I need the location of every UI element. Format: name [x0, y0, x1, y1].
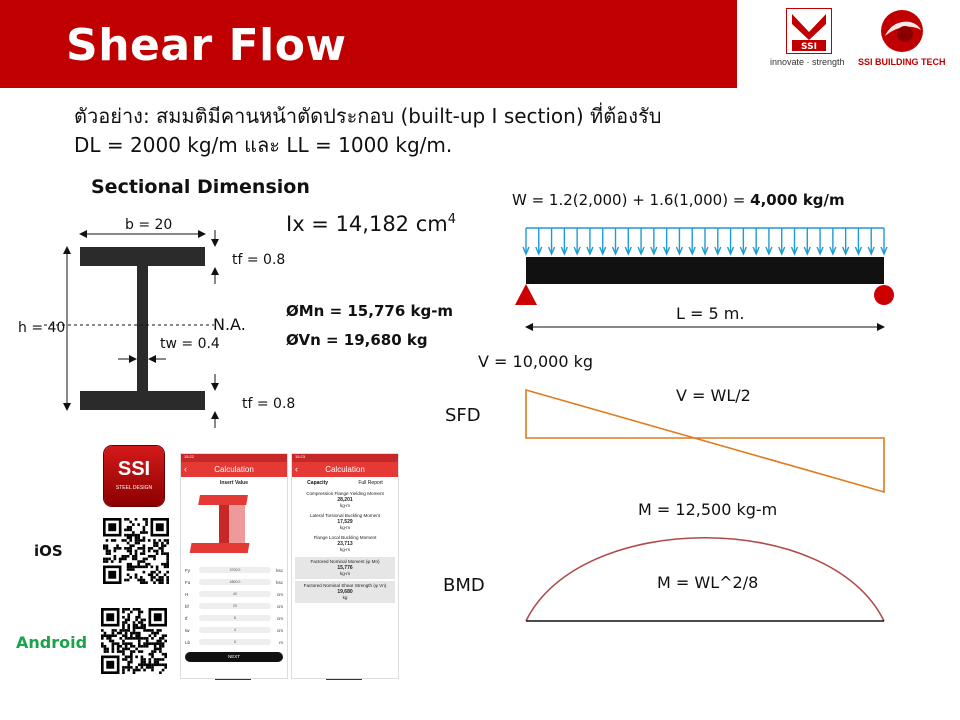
roller-support [874, 285, 894, 305]
span-label: L = 5 m. [676, 304, 745, 323]
intro-line-2: DL = 2000 kg/m และ LL = 1000 kg/m. [74, 133, 453, 157]
capacity-item [295, 581, 395, 603]
field-unit: ksc [276, 567, 283, 573]
input-fields-list [181, 564, 287, 648]
status-bar-time: 15:22 [181, 454, 287, 462]
screen2-title: Calculation [325, 465, 365, 474]
field-unit: m [279, 639, 283, 645]
field-key: H [185, 591, 189, 597]
load-equation [512, 191, 845, 209]
phone-screen-capacity [291, 453, 399, 679]
field-input[interactable]: 40 [199, 591, 271, 597]
intro-text [74, 102, 661, 160]
logo-ssi-tagline: innovate · strength [770, 57, 845, 67]
bottom-flange [80, 391, 205, 410]
load-result: 4,000 kg/m [750, 191, 845, 209]
field-input[interactable]: 3700.0 [199, 567, 271, 573]
capacity-item [295, 557, 395, 579]
moment-max-label: M = 12,500 kg-m [638, 500, 778, 519]
ix-exponent: 4 [447, 212, 457, 227]
capacity-tabs [292, 477, 398, 489]
page-title: Shear Flow [66, 20, 347, 71]
top-flange [80, 247, 205, 266]
section-heading: Sectional Dimension [91, 176, 310, 198]
field-unit: cm [277, 591, 283, 597]
capacity-unit: kg-m [339, 547, 351, 552]
app-icon-subtext: STEEL DESIGN [115, 485, 153, 491]
ssi-building-tech-logo [875, 8, 929, 54]
android-label: Android [16, 633, 88, 652]
capacity-name: Compression Flange Yielding Moment [306, 491, 384, 496]
field-key: tw [185, 627, 190, 633]
phi-mn-value: ØMn = 15,776 kg-m [286, 302, 454, 320]
beam-member [526, 257, 884, 284]
screen2-titlebar [292, 462, 398, 477]
capacity-item [292, 489, 398, 511]
shear-force-diagram [500, 370, 920, 510]
capacity-value: 23,713 [337, 541, 353, 547]
ios-qr-code[interactable] [103, 518, 169, 584]
field-unit: cm [277, 603, 283, 609]
status-bar-time-2: 15:23 [292, 454, 398, 462]
shear-formula: V = WL/2 [676, 386, 751, 405]
field-input[interactable]: 20 [199, 603, 271, 609]
input-row-fu [181, 576, 287, 588]
capacity-value: 17,529 [337, 519, 353, 525]
input-row-tf [181, 612, 287, 624]
capacity-item [292, 533, 398, 555]
section-illustration [181, 489, 285, 559]
field-unit: ksc [276, 579, 283, 585]
capacity-value: 15,776 [337, 565, 353, 571]
android-qr-code[interactable] [101, 608, 167, 674]
input-row-bf [181, 600, 287, 612]
web [137, 266, 148, 391]
tf-top-label: tf = 0.8 [232, 252, 286, 268]
bending-moment-diagram [500, 520, 920, 630]
field-key: bf [185, 603, 189, 609]
field-unit: cm [277, 627, 283, 633]
home-indicator-2 [326, 679, 362, 680]
intro-line-1: ตัวอย่าง: สมมติมีคานหน้าตัดประกอบ (built-up I section) ที่ต้องรับ [74, 104, 662, 128]
ssi-logo [786, 8, 832, 54]
field-input[interactable]: 8 [199, 615, 271, 621]
next-button[interactable]: NEXT [185, 652, 283, 662]
input-row-tw [181, 624, 287, 636]
capacity-name: Factored Nominal Shear Strength (φ Vn) [303, 583, 387, 588]
field-key: Fy [185, 567, 190, 573]
phone-screen-insert [180, 453, 288, 679]
capacity-name: Flange Local Buckling Moment [313, 535, 377, 540]
load-prefix: W = 1.2(2,000) + 1.6(1,000) = [512, 191, 751, 209]
logo-ssi-text: SSI [801, 42, 817, 52]
capacity-name: Factored Nominal Moment (φ Mn) [310, 559, 380, 564]
field-input[interactable]: 5 [199, 639, 271, 645]
bmd-curve [526, 538, 884, 621]
capacity-value: 28,201 [337, 497, 353, 503]
moment-formula: M = WL^2/8 [657, 573, 759, 592]
shear-max-label: V = 10,000 kg [478, 352, 594, 371]
capacity-unit: kg-m [339, 571, 351, 576]
capacity-unit: kg [342, 595, 348, 600]
back-icon[interactable]: ‹ [184, 464, 187, 474]
screen1-title: Calculation [214, 465, 254, 474]
capacity-value: 19,680 [337, 589, 353, 595]
input-row-fy [181, 564, 287, 576]
home-indicator [215, 679, 251, 680]
capacity-unit: kg-m [339, 503, 351, 508]
screen1-titlebar [181, 462, 287, 477]
moment-of-inertia [286, 212, 456, 236]
bmd-label: BMD [443, 575, 485, 596]
field-key: Fu [185, 579, 191, 585]
field-unit: cm [277, 615, 283, 621]
ix-text: Ix = 14,182 cm [286, 212, 448, 236]
input-row-h [181, 588, 287, 600]
tab-full-report[interactable]: Full Report [358, 480, 383, 486]
pin-support [515, 284, 537, 305]
back-icon-2[interactable]: ‹ [295, 464, 298, 474]
b-label: b = 20 [125, 217, 173, 233]
neutral-axis-label: N.A. [213, 315, 246, 334]
capacity-name: Lateral Torsional Buckling Moment [309, 513, 381, 518]
h-label: h = 40 [18, 320, 66, 336]
field-key: Lb [185, 639, 191, 645]
phi-vn-value: ØVn = 19,680 kg [286, 331, 428, 349]
tf-bottom-label: tf = 0.8 [242, 396, 296, 412]
field-key: tf [185, 615, 188, 621]
capacity-item [292, 511, 398, 533]
screen1-subtitle: Insert Value [219, 480, 249, 486]
field-input[interactable]: 4 [199, 627, 271, 633]
tab-capacity[interactable]: Capacity [307, 480, 329, 486]
capacity-results-list [292, 489, 398, 603]
sfd-outline [526, 390, 884, 492]
input-row-lb [181, 636, 287, 648]
ios-label: iOS [34, 542, 63, 560]
logo-bt-tagline: SSI BUILDING TECH [858, 57, 946, 67]
app-icon-text: SSI [117, 458, 151, 480]
tw-label: tw = 0.4 [160, 336, 220, 352]
capacity-unit: kg-m [339, 525, 351, 530]
field-input[interactable]: 4800.0 [199, 579, 271, 585]
sfd-label: SFD [445, 405, 481, 426]
distributed-load-arrows [523, 228, 887, 254]
